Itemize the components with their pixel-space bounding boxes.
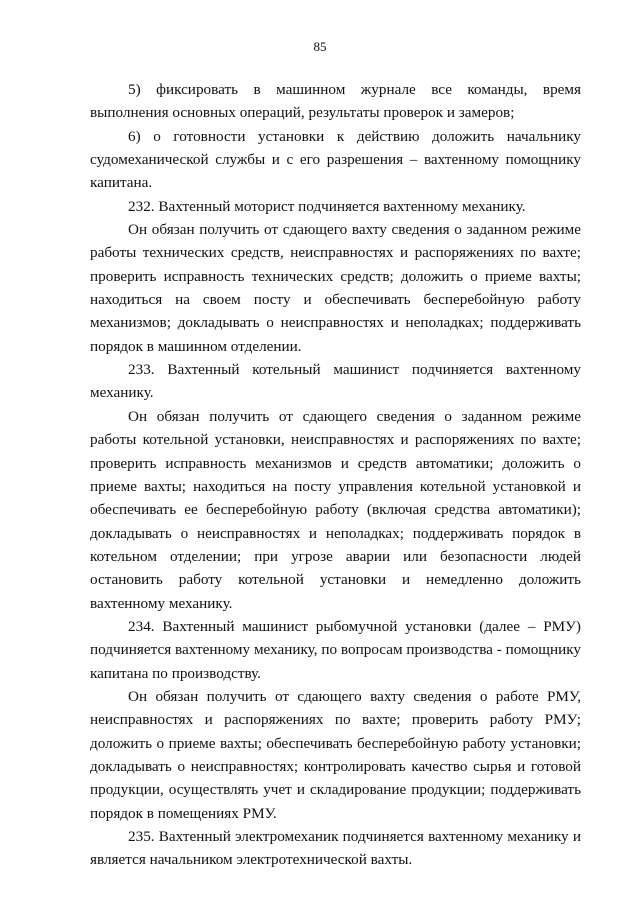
paragraph-233-duties: Он обязан получить от сдающего сведения о заданном режиме работы котельной установки, неисправностях и распоряжениях по вахте; проверить исправность механизмов и средств автоматики; доложить о приеме вахты; находиться на посту управления котельной установкой и обеспечивать ее бесперебойную работу (включая средства автоматики); докладывать о неисправностях и неполадках; поддерживать порядок в котельном отделении; при угрозе аварии или безопасности людей остановить работу котельной установки и немедленно доложить вахтенному механику. [90, 407, 581, 612]
document-body [90, 78, 581, 872]
paragraph-234: 234. Вахтенный машинист рыбомучной установки (далее – РМУ) подчиняется вахтенному механику, по вопросам производства - помощнику капитана по производству. [90, 617, 581, 682]
paragraph-233: 233. Вахтенный котельный машинист подчиняется вахтенному механику. [90, 361, 581, 402]
paragraph-234-duties: Он обязан получить от сдающего вахту сведения о работе РМУ, неисправностях и распоряжениях по вахте; проверить работу РМУ; доложить о приеме вахты; обеспечивать бесперебойную работу установки; докладывать о неисправностях; контролировать качество сырья и готовой продукции, осуществлять учет и складирование продукции; поддерживать порядок в помещениях РМУ. [90, 687, 581, 822]
paragraph-item-6: 6) о готовности установки к действию доложить начальнику судомеханической службы и с его разрешения – вахтенному помощнику капитана. [90, 127, 581, 192]
paragraph-235: 235. Вахтенный электромеханик подчиняется вахтенному механику и является начальником электротехнической вахты. [90, 828, 581, 869]
paragraph-232-duties: Он обязан получить от сдающего вахту сведения о заданном режиме работы технических средств, неисправностях и распоряжениях по вахте; проверить исправность технических средств; доложить о приеме вахты; находиться на своем посту и обеспечивать бесперебойную работу механизмов; докладывать о неисправностях и неполадках; поддерживать порядок в машинном отделении. [90, 221, 581, 355]
paragraph-item-5: 5) фиксировать в машинном журнале все команды, время выполнения основных операций, результаты проверок и замеров; [90, 81, 581, 122]
paragraph-232: 232. Вахтенный моторист подчиняется вахтенному механику. [128, 197, 526, 215]
page-number: 85 [313, 39, 327, 54]
